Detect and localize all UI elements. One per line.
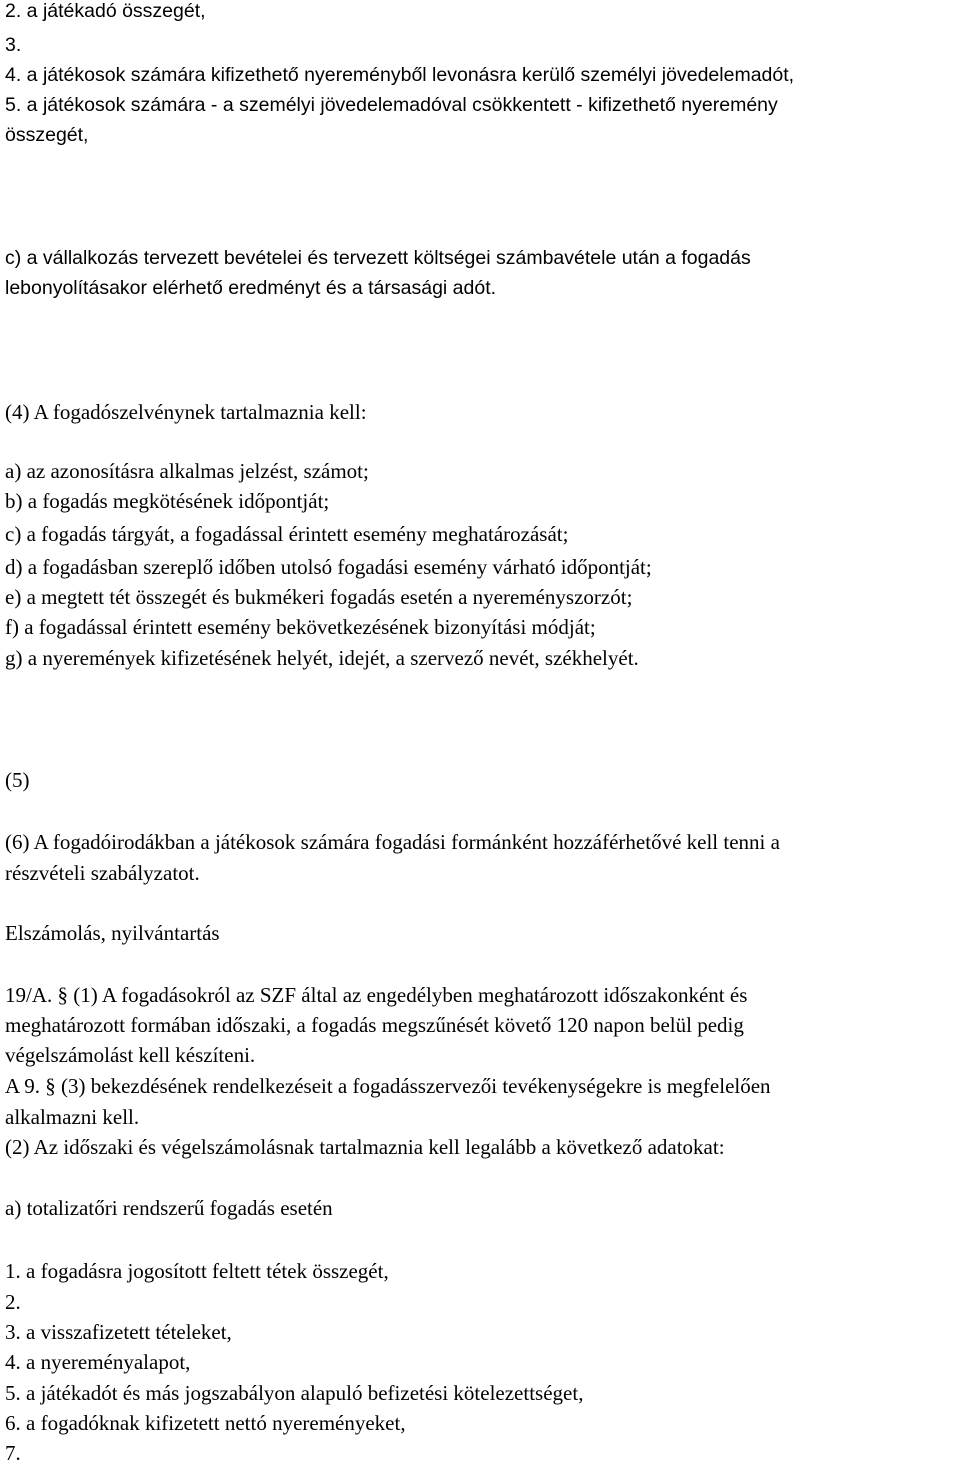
paragraph-19a-line-2: meghatározott formában időszaki, a fogadás megszűnését követő 120 napon belül pedig bbox=[5, 1013, 744, 1037]
paragraph-9-line-2: alkalmazni kell. bbox=[5, 1105, 140, 1129]
paragraph-2-intro: (2) Az időszaki és végelszámolásnak tartalmaznia kell legalább a következő adatokat: bbox=[5, 1135, 725, 1159]
list-item-5-nyeremeny: 5. a játékosok számára - a személyi jövedelemadóval csökkentett - kifizethető nyeremény bbox=[5, 94, 778, 116]
paragraph-19a-line-1: 19/A. § (1) A fogadásokról az SZF által az engedélyben meghatározott időszakonként és bbox=[5, 983, 748, 1007]
list-item-c: c) a fogadás tárgyát, a fogadással érintett esemény meghatározását; bbox=[5, 522, 569, 546]
list-item-e: e) a megtett tét összegét és bukmékeri fogadás esetén a nyereményszorzót; bbox=[5, 585, 633, 609]
list-item-7-empty: 7. bbox=[5, 1441, 21, 1465]
list-item-d: d) a fogadásban szereplő időben utolsó fogadási esemény várható időpontját; bbox=[5, 555, 652, 579]
list-item-6-netto: 6. a fogadóknak kifizetett nettó nyereményeket, bbox=[5, 1411, 406, 1435]
list-item-3-empty: 3. bbox=[5, 34, 22, 56]
list-item-5-continuation: összegét, bbox=[5, 124, 89, 146]
paragraph-19a-line-3: végelszámolást kell készíteni. bbox=[5, 1043, 256, 1067]
section-6-line-2: részvételi szabályzatot. bbox=[5, 861, 200, 885]
paragraph-9-line-1: A 9. § (3) bekezdésének rendelkezéseit a fogadásszervezői tevékenységekre is megfelelően bbox=[5, 1074, 771, 1098]
list-item-4-szja: 4. a játékosok számára kifizethető nyereményből levonásra kerülő személyi jövedelemadót, bbox=[5, 64, 795, 86]
list-item-5-jatekado: 5. a játékadót és más jogszabályon alapuló befizetési kötelezettséget, bbox=[5, 1381, 584, 1405]
section-6-line-1: (6) A fogadóirodákban a játékosok számára fogadási formánként hozzáférhetővé kell tenni a bbox=[5, 830, 780, 854]
list-item-3-visszafizetett: 3. a visszafizetett tételeket, bbox=[5, 1320, 232, 1344]
paragraph-c-line-2: lebonyolításakor elérhető eredményt és a társasági adót. bbox=[5, 277, 497, 299]
section-4-intro: (4) A fogadószelvénynek tartalmaznia kell: bbox=[5, 400, 367, 424]
list-item-2-empty: 2. bbox=[5, 1290, 21, 1314]
list-item-b: b) a fogadás megkötésének időpontját; bbox=[5, 489, 330, 513]
paragraph-c-line-1: c) a vállalkozás tervezett bevételei és tervezett költségei számbavétele után a fogadás bbox=[5, 247, 751, 269]
list-item-4-nyeremenyalap: 4. a nyereményalapot, bbox=[5, 1350, 191, 1374]
paragraph-a-totalizator: a) totalizatőri rendszerű fogadás esetén bbox=[5, 1196, 333, 1220]
list-item-f: f) a fogadással érintett esemény bekövetkezésének bizonyítási módját; bbox=[5, 615, 596, 639]
list-item-a: a) az azonosításra alkalmas jelzést, számot; bbox=[5, 459, 369, 483]
list-item-g: g) a nyeremények kifizetésének helyét, idejét, a szervező nevét, székhelyét. bbox=[5, 646, 639, 670]
section-heading: Elszámolás, nyilvántartás bbox=[5, 921, 220, 945]
section-5-label: (5) bbox=[5, 768, 30, 792]
list-item-2-jatekado: 2. a játékadó összegét, bbox=[5, 0, 206, 22]
list-item-1-tetek: 1. a fogadásra jogosított feltett tétek összegét, bbox=[5, 1259, 389, 1283]
